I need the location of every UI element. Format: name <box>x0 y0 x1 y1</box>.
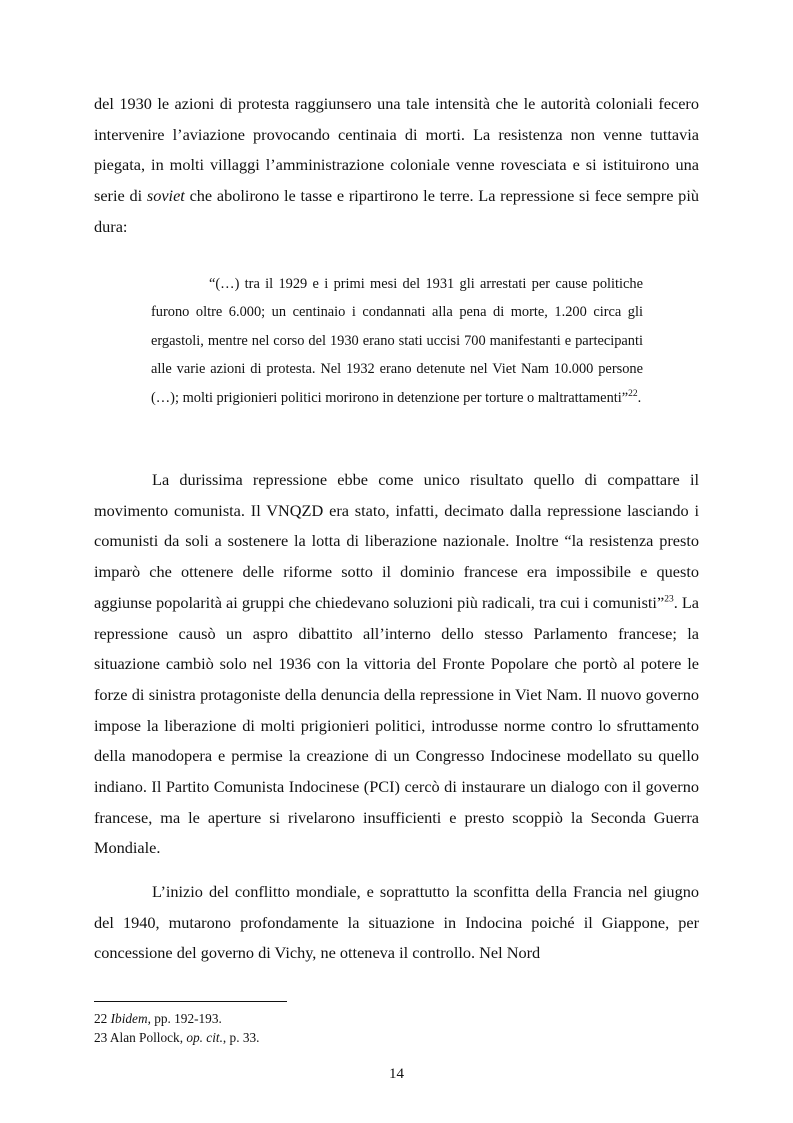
paragraph-2-text-a: La durissima repressione ebbe come unico risultato quello di compattare il movimento comunista. Il VNQZD era stato, infatti, decimato dalla repressione lasciando i comunisti da soli a sostenere la lotta di liberazione nazionale. Inoltre “la resistenza presto imparò che ottenere delle riforme sotto il dominio francese era impossibile e questo aggiunse popolarità ai gruppi che chiedevano soluzioni più radicali, tra cui i comunisti” <box>94 470 699 612</box>
footnote-22-text: , pp. 192-193. <box>147 1011 222 1026</box>
quote-end: . <box>637 389 642 406</box>
paragraph-2 <box>94 465 699 864</box>
footnote-23-number: 23 <box>94 1030 108 1045</box>
footnote-23-italic: op. cit. <box>186 1030 223 1045</box>
page-number: 14 <box>389 1066 404 1082</box>
paragraph-1-text-a: del 1930 le azioni di protesta raggiunsero una tale intensità che le autorità coloniali fecero intervenire l’aviazione provocando centinaia di morti. La resistenza non venne tuttavia piegata, in molti villaggi l’amministrazione coloniale venne rovesciata e si istituirono una serie di <box>94 94 699 206</box>
footnote-ref-23: 23 <box>664 594 674 605</box>
block-quote <box>151 270 643 412</box>
footnote-22-italic: Ibidem <box>110 1011 148 1026</box>
footnote-separator <box>94 1001 287 1002</box>
paragraph-1 <box>94 89 699 243</box>
paragraph-2-text-b: . La repressione causò un aspro dibattito all’interno dello stesso Parlamento francese; la situazione cambiò solo nel 1936 con la vittoria del Fronte Popolare che portò al potere le forze di sinistra protagoniste della denuncia della repressione in Viet Nam. Il nuovo governo impose la liberazione di molti prigionieri politici, introdusse norme contro lo sfruttamento della manodopera e permise la creazione di un Congresso Indocinese modellato su quello indiano. Il Partito Comunista Indocinese (PCI) cercò di instaurare un dialogo con il governo francese, ma le aperture si rivelarono insufficienti e presto scoppiò la Seconda Guerra Mondiale. <box>94 592 700 858</box>
quote-text: “(…) tra il 1929 e i primi mesi del 1931 gli arrestati per cause politiche furono oltre 6.000; un centinaio i condannati alla pena di morte, 1.200 circa gli ergastoli, mentre nel corso del 1930 erano stati uccisi 700 manifestanti e partecipanti alle varie azioni di protesta. Nel 1932 erano detenute nel Viet Nam 10.000 persone (…); molti prigionieri politici morirono in detenzione per torture o maltrattamenti” <box>151 276 643 406</box>
italic-soviet: soviet <box>146 186 185 206</box>
paragraph-3-text: L’inizio del conflitto mondiale, e soprattutto la sconfitta della Francia nel giugno del 1940, mutarono profondamente la situazione in Indocina poiché il Giappone, per concessione del governo di Vichy, ne otteneva il controllo. Nel Nord <box>94 882 699 963</box>
paragraph-3 <box>94 877 699 969</box>
footnote-23-author: Alan Pollock, <box>109 1030 187 1045</box>
footnote-22 <box>94 1010 594 1028</box>
footnote-ref-22: 22 <box>628 388 638 399</box>
footnote-23-text: , p. 33. <box>222 1030 260 1045</box>
paragraph-1-text-b: che abolirono le tasse e ripartirono le terre. La repressione si fece sempre più dura: <box>94 186 699 236</box>
footnote-22-number: 22 <box>94 1011 108 1026</box>
footnote-23 <box>94 1029 594 1047</box>
